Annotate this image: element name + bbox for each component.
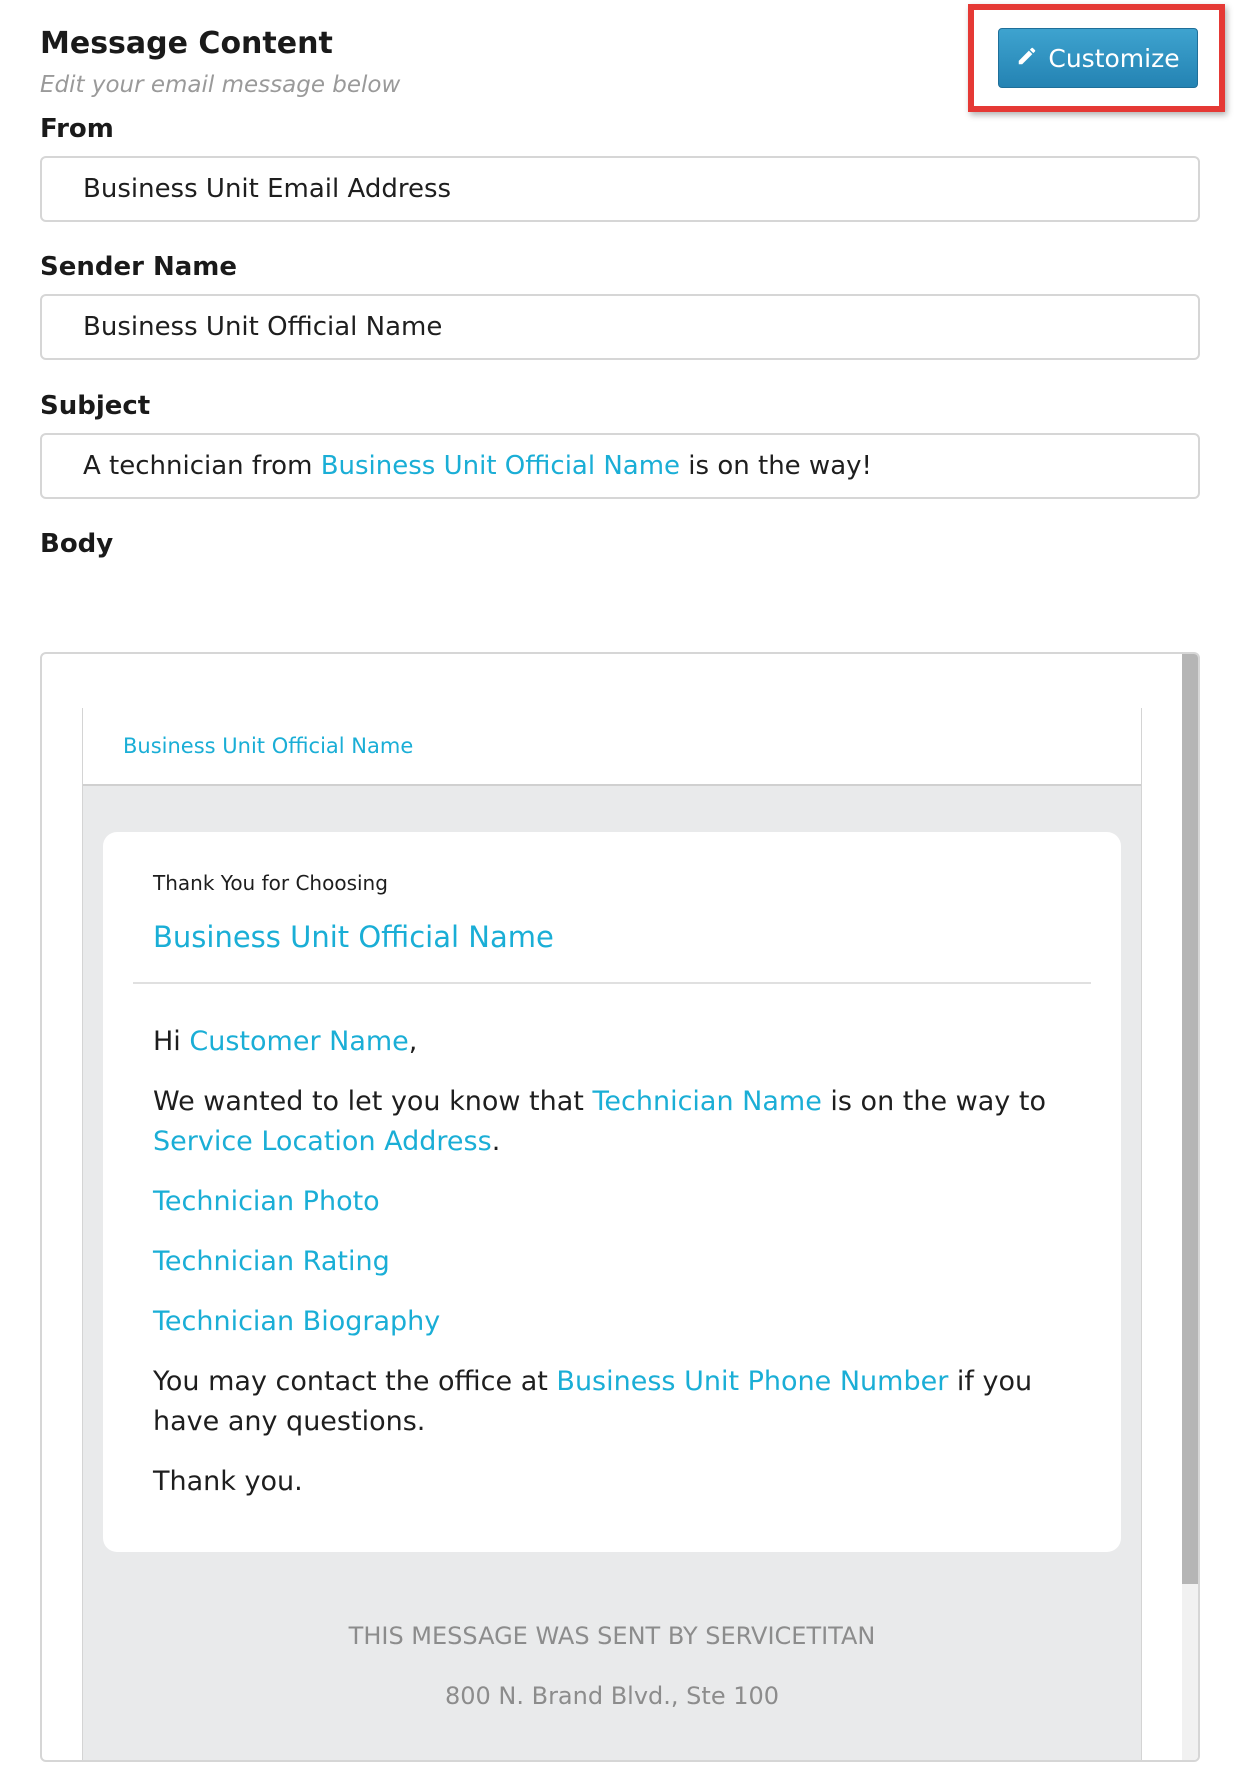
body-label: Body <box>40 529 114 559</box>
line1-mid: is on the way to <box>821 1086 1046 1117</box>
greeting-prefix: Hi <box>153 1026 190 1057</box>
contact-paragraph <box>153 1362 1073 1442</box>
email-body-text <box>153 1022 1073 1522</box>
body-scrollbar-track[interactable] <box>1182 654 1198 1760</box>
line1-prefix: We wanted to let you know that <box>153 1086 593 1117</box>
technician-biography-token: Technician Biography <box>153 1306 441 1337</box>
sender-name-token: Business Unit Official Name <box>83 312 443 342</box>
card-bu-name: Business Unit Official Name <box>153 920 554 954</box>
customer-name-token: Customer Name <box>189 1026 409 1057</box>
from-token: Business Unit Email Address <box>83 174 452 204</box>
email-header-bu-name: Business Unit Official Name <box>123 734 414 758</box>
contact-prefix: You may contact the office at <box>153 1366 557 1397</box>
technician-name-token: Technician Name <box>592 1086 822 1117</box>
sender-name-label: Sender Name <box>40 252 238 282</box>
on-the-way-paragraph <box>153 1082 1073 1162</box>
subject-suffix: is on the way! <box>680 451 872 481</box>
page-subtitle: Edit your email message below <box>40 72 401 98</box>
email-card <box>103 832 1121 1552</box>
technician-photo-token: Technician Photo <box>153 1186 380 1217</box>
subject-token: Business Unit Official Name <box>320 451 681 481</box>
phone-number-token: Business Unit Phone Number <box>556 1366 949 1397</box>
page-title: Message Content <box>40 26 333 61</box>
customize-button-label: Customize <box>1048 43 1180 73</box>
service-location-token: Service Location Address <box>153 1126 492 1157</box>
card-divider <box>133 982 1091 984</box>
email-header <box>83 708 1141 786</box>
sender-name-field[interactable] <box>40 294 1200 360</box>
thank-you-line: Thank You for Choosing <box>153 871 388 895</box>
body-scrollbar-thumb[interactable] <box>1182 654 1198 1584</box>
line1-suffix: . <box>491 1126 501 1157</box>
pencil-icon <box>1016 44 1038 73</box>
from-field[interactable] <box>40 156 1200 222</box>
subject-field[interactable] <box>40 433 1200 499</box>
footer-sent-by: THIS MESSAGE WAS SENT BY SERVICETITAN <box>348 1622 876 1650</box>
contact-suffix: if you have any questions. <box>153 1366 1033 1437</box>
body-editor[interactable] <box>40 652 1200 1762</box>
subject-prefix: A technician from <box>83 451 321 481</box>
greeting-suffix: , <box>408 1026 418 1057</box>
technician-rating-token: Technician Rating <box>153 1246 390 1277</box>
from-label: From <box>40 114 114 144</box>
greeting-paragraph <box>153 1022 1073 1062</box>
footer-address: 800 N. Brand Blvd., Ste 100 <box>444 1682 780 1710</box>
closing-paragraph: Thank you. <box>153 1466 303 1497</box>
customize-button[interactable] <box>998 28 1198 88</box>
subject-label: Subject <box>40 391 151 421</box>
email-preview <box>82 708 1142 1762</box>
